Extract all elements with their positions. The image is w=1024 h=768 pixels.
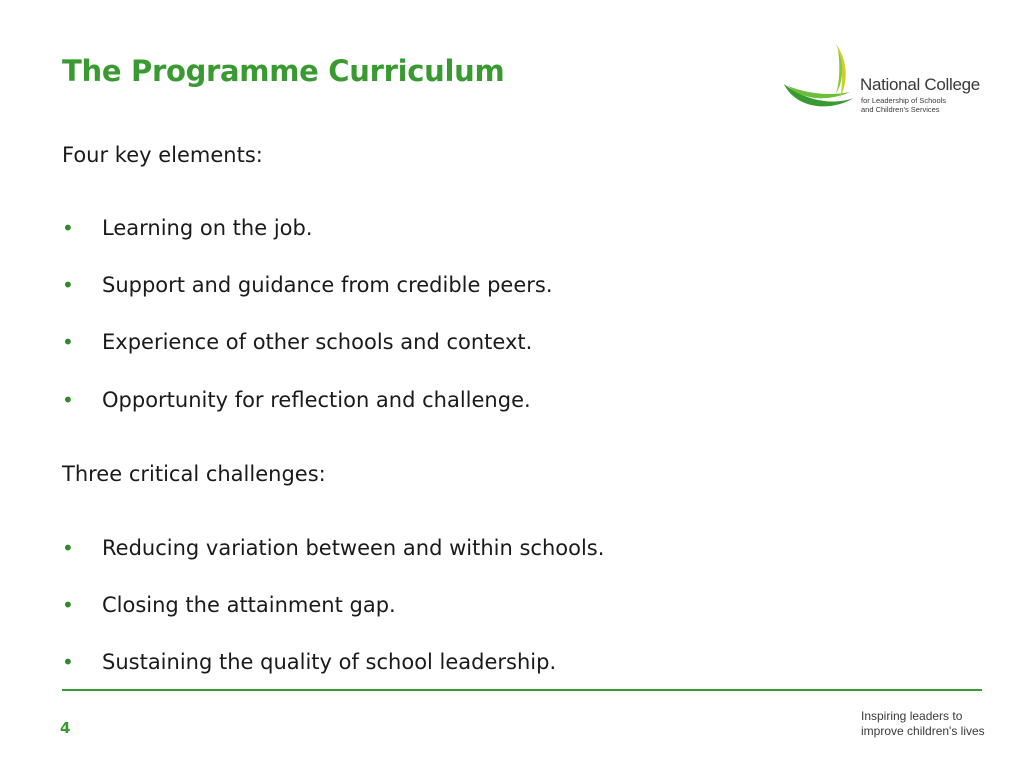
page-number: 4: [60, 719, 71, 737]
swoosh-logo-icon: [780, 40, 860, 116]
list-item-text: Learning on the job.: [102, 216, 313, 240]
logo-name: National College: [860, 75, 980, 94]
logo-subline-2: and Children's Services: [861, 105, 940, 114]
list-item-text: Sustaining the quality of school leadership.: [102, 650, 557, 674]
list-item-text: Opportunity for reflection and challenge.: [102, 388, 531, 412]
tagline-line-2: improve children's lives: [861, 724, 985, 738]
section-heading-key-elements: Four key elements:: [62, 143, 263, 167]
logo-subline-1: for Leadership of Schools: [861, 96, 947, 105]
list-item-text: Closing the attainment gap.: [102, 593, 396, 617]
section-heading-critical-challenges: Three critical challenges:: [62, 462, 326, 486]
list-item: [62, 650, 556, 674]
tagline-line-1: Inspiring leaders to: [861, 709, 963, 723]
list-item-text: Support and guidance from credible peers.: [102, 273, 553, 297]
list-item: [62, 216, 313, 240]
national-college-logo: [780, 40, 990, 116]
slide-title: The Programme Curriculum: [62, 54, 505, 88]
bullet-icon: •: [62, 330, 74, 354]
footer-tagline: [861, 709, 985, 739]
list-item: [62, 536, 604, 560]
bullet-icon: •: [62, 650, 74, 674]
bullet-icon: •: [62, 536, 74, 560]
bullet-icon: •: [62, 388, 74, 412]
list-item-text: Reducing variation between and within schools.: [102, 536, 605, 560]
list-item: [62, 273, 553, 297]
bullet-icon: •: [62, 593, 74, 617]
footer-divider: [62, 689, 982, 691]
bullet-icon: •: [62, 216, 74, 240]
list-item: [62, 593, 396, 617]
bullet-icon: •: [62, 273, 74, 297]
list-item: [62, 388, 531, 412]
list-item: [62, 330, 532, 354]
list-item-text: Experience of other schools and context.: [102, 330, 533, 354]
